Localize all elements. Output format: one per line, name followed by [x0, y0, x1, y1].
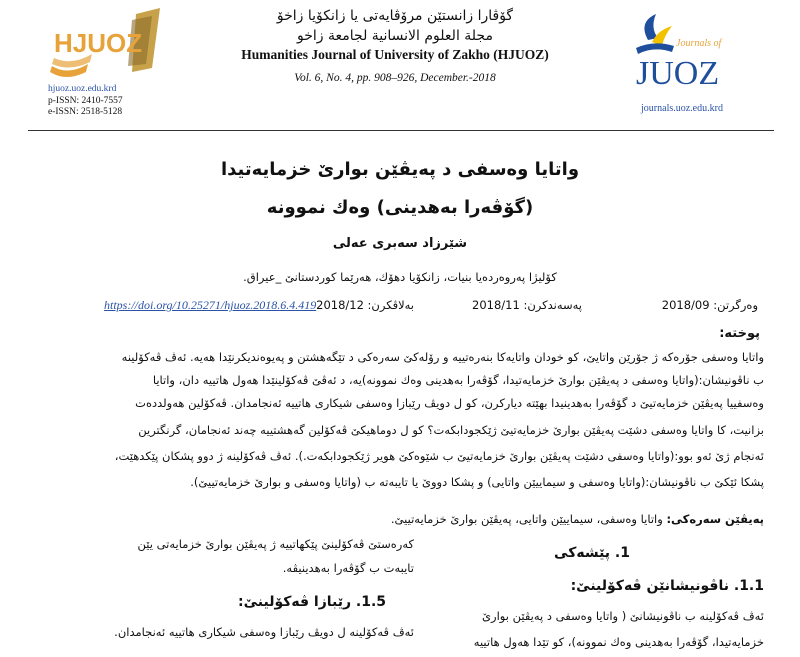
- eissn: e-ISSN: 2518-5128: [48, 107, 123, 117]
- abstract-line: واتایا وەسفی جۆرەكە ژ جۆرێن واتایێ، كو خودان واتایەكا بنەرەتییە و رۆلەكێ سەرەكی د تێگەهشتن و پەیوەندیكرنێدا هەیە. ئەڤ ڤەكۆلینە: [121, 350, 764, 364]
- body-line: ئەڤ ڤەكۆلینە ب ناڤونیشانێ ( واتایا وەسفی د پەیڤێن بوارێ: [482, 609, 764, 623]
- method-heading: 1.5. رێبازا ڤەكۆلینێ:: [238, 594, 387, 610]
- abstract-line: بزانیت، كا واتایا وەسفی دشێت پەیڤێن بوارێ خزمایەتیێ ژێكجودابكەت؟ كو ل دوماهیكێ ڤەكۆلین گەهشتییە چەند ئەنجامان، گرنگترین: [138, 423, 764, 437]
- date-received: وەرگرتن: 2018/09: [661, 298, 758, 312]
- article-title-line1: واتایا وەسفی د پەیڤێن بوارێ خزمایەتیدا: [220, 159, 580, 180]
- keywords-label: پەیڤێن سەرەكی:: [666, 512, 764, 526]
- abstract-heading: پوختە:: [719, 326, 760, 341]
- method-text: ئەڤ ڤەكۆلینە ل دویڤ رێبازا وەسفی شیكاری هاتییە ئەنجامدان.: [114, 625, 414, 639]
- abstract-line: ب ناڤونیشان:(واتایا وەسفی د پەیڤێن بوارێ خزمایەتیدا، گۆڤەرا بەهدینی وەك نموونە)یە، د ئەڤێ ڤەكۆلینێدا هەول هاتییە دان، واتایا: [152, 373, 764, 387]
- journal-name-kurdish: گۆڤارا زانستێن مرۆڤایەتی یا زانكۆیا زاخۆ: [276, 8, 514, 24]
- svg-text:Journals of: Journals of: [676, 38, 722, 49]
- article-title-line2: (گۆڤەرا بەهدینی) وەك نموونە: [266, 197, 534, 218]
- svg-text:HJUOZ: HJUOZ: [54, 28, 143, 58]
- author-name: شێرزاد سەبری عەلی: [332, 236, 468, 251]
- journal-name-arabic: مجلة العلوم الانسانية لجامعة زاخو: [297, 28, 493, 44]
- body-line: تایبەت ب گۆڤەرا بەهدینیڤە.: [282, 561, 414, 575]
- journal-url-right[interactable]: journals.uoz.edu.krd: [641, 103, 723, 114]
- doi-link[interactable]: https://doi.org/10.25271/hjuoz.2018.6.4.419: [104, 298, 317, 312]
- date-published: بەلاڤكرن: 2018/12: [316, 298, 414, 312]
- abstract-line: پشكا ئێكێ ب ناڤونیشان:(واتایا وەسفی و سیماییێن واتایی) و پشكا دووێ یا تایبەتە ب (واتایا وەسفی و بوارێ خزمایەتییێ).: [190, 475, 764, 489]
- left-journal-info: [48, 84, 123, 119]
- abstract-line: ئەنجام ژێ ئەو بوو:(واتایا وەسفی دشێت پەیڤێن بوارێ خزمایەتیێ ب شێوەكێ هویر ژێكجودابكەت.). ئەڤ ڤەكۆلینە ژ دوو پشكان پێكدهێت،: [114, 449, 764, 463]
- pissn: p-ISSN: 2410-7557: [48, 95, 123, 106]
- body-line: كەرەستێ ڤەكۆلینێ پێكهاتییە ژ پەیڤێن بوارێ خزمایەتی یێن: [137, 537, 414, 551]
- hjuoz-logo: [48, 6, 166, 84]
- body-line: خزمایەتیدا، گۆڤەرا بەهدینی وەك نموونە)، كو تێدا هەول هاتییە: [473, 635, 764, 649]
- svg-text:JUOZ: JUOZ: [636, 55, 720, 92]
- header-divider: [28, 130, 774, 131]
- keywords: [391, 512, 764, 526]
- journal-url-left[interactable]: hjuoz.uoz.edu.krd: [48, 84, 117, 94]
- volume-info: Vol. 6, No. 4, pp. 908–926, December.-2018: [294, 72, 496, 84]
- intro-heading: 1. پێشەكی: [554, 545, 630, 561]
- subsection-heading: 1.1. ناڤونیشانێن ڤەكۆلینێ:: [570, 578, 764, 594]
- affiliation: كۆلیژا پەروەردەیا بنیات، زانكۆیا دهۆك، هەرێما كوردستانێ _عیراق.: [243, 270, 557, 284]
- keywords-text: واتایا وەسفی، سیماییێن واتایی، پەیڤێن بوارێ خزمایەتییێ.: [390, 512, 663, 526]
- journal-name-english: Humanities Journal of University of Zakho (HJUOZ): [241, 47, 549, 62]
- journal-header: [190, 6, 600, 86]
- date-accepted: پەسەندكرن: 2018/11: [472, 298, 582, 312]
- juoz-logo: [628, 10, 738, 96]
- abstract-line: وەسفییا پەیڤێن خزمایەتیێ د گۆڤەرا بەهدینیدا بهێتە دیاركرن، كو ل دویڤ رێبازا وەسفی شیكاری هاتییە ئەنجامدان. ڤەكۆلین هەولددەت: [135, 396, 764, 410]
